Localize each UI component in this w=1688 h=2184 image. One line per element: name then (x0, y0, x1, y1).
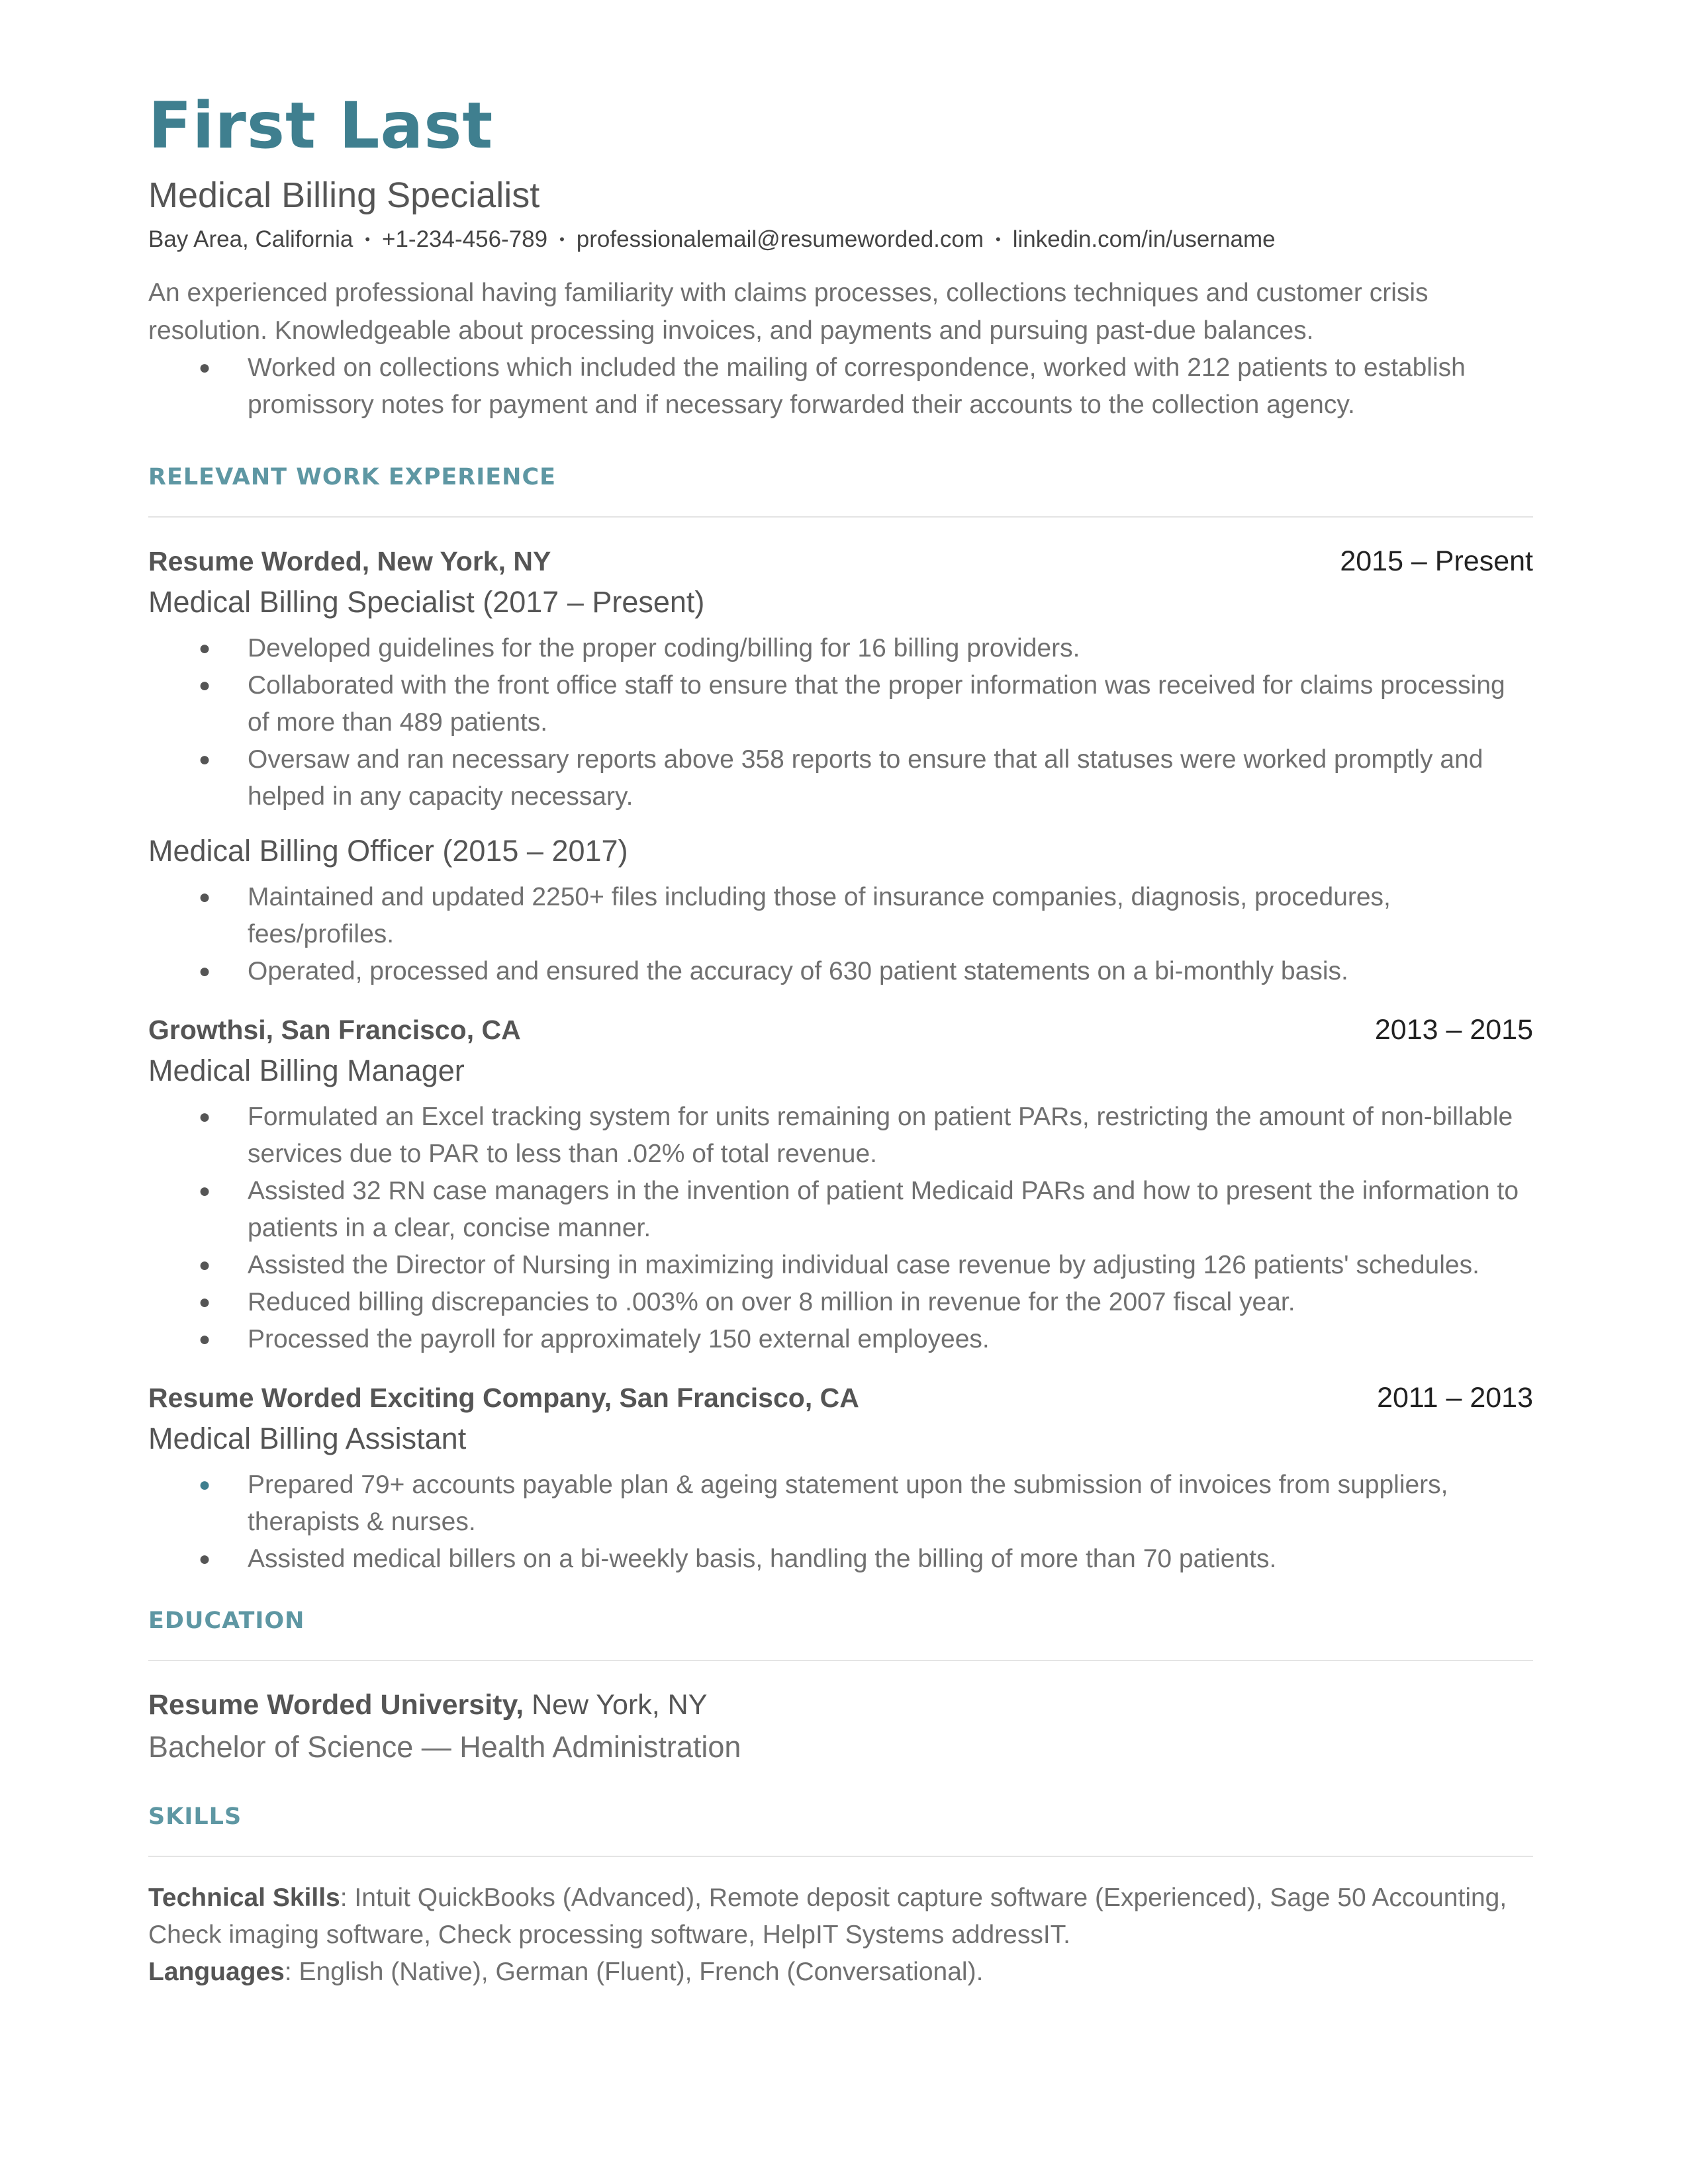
job-header (148, 1010, 1533, 1050)
list-item: ● Prepared 79+ accounts payable plan & ageing statement upon the submission of invoices from suppliers, therapists & nurses. (148, 1467, 1533, 1541)
section-heading-skills: SKILLS (148, 1803, 242, 1830)
list-item: ● Operated, processed and ensured the accuracy of 630 patient statements on a bi-monthly basis. (148, 953, 1533, 990)
job-company: Resume Worded, New York, NY (148, 546, 551, 576)
job-role: Medical Billing Specialist (2017 – Present) (148, 585, 705, 619)
list-item: ● Reduced billing discrepancies to .003% on over 8 million in revenue for the 2007 fiscal year. (148, 1284, 1533, 1321)
list-item: ● Assisted medical billers on a bi-weekly basis, handling the billing of more than 70 patients. (148, 1541, 1533, 1578)
technical-skills-label: Technical Skills (148, 1884, 340, 1912)
job-entry (148, 1010, 1533, 1358)
candidate-title: Medical Billing Specialist (148, 175, 540, 215)
contact-separator: • (996, 231, 1001, 248)
list-item: ● Formulated an Excel tracking system for units remaining on patient PARs, restricting the amount of non-billable services due to PAR to less than .02% of total revenue. (148, 1099, 1533, 1173)
education-school: Resume Worded University, (148, 1689, 524, 1721)
job-bullets (148, 1467, 1533, 1578)
job-dates: 2011 – 2013 (1377, 1382, 1533, 1414)
education-degree: Bachelor of Science — Health Administration (148, 1730, 741, 1764)
bullet-icon: ● (199, 1291, 211, 1313)
list-item: ● Assisted the Director of Nursing in maximizing individual case revenue by adjusting 126 patients' schedules. (148, 1247, 1533, 1284)
contact-email[interactable]: professionalemail@resumeworded.com (576, 226, 984, 252)
list-item: ● Developed guidelines for the proper coding/billing for 16 billing providers. (148, 630, 1533, 667)
job-dates: 2015 – Present (1340, 545, 1533, 577)
job-dates: 2013 – 2015 (1374, 1014, 1533, 1046)
contact-location: Bay Area, California (148, 226, 353, 252)
job-bullets (148, 879, 1533, 990)
section-divider (148, 516, 1533, 518)
list-item: ● Collaborated with the front office staff to ensure that the proper information was received for claims processing of more than 489 patients. (148, 667, 1533, 741)
contact-line (148, 218, 1533, 261)
education-school-line (148, 1684, 1533, 1726)
job-role: Medical Billing Manager (148, 1054, 465, 1087)
bullet-icon: ● (199, 637, 211, 659)
contact-phone: +1-234-456-789 (382, 226, 548, 252)
job-bullets (148, 1099, 1533, 1358)
job-entry (148, 1378, 1533, 1578)
job-company: Growthsi, San Francisco, CA (148, 1015, 521, 1045)
bullet-icon: ● (199, 960, 211, 982)
technical-skills (148, 1880, 1533, 1954)
section-divider (148, 1856, 1533, 1857)
languages-value: : English (Native), German (Fluent), French (Conversational). (284, 1958, 984, 1986)
job-header (148, 541, 1533, 581)
bullet-icon: ● (199, 1474, 211, 1496)
section-divider (148, 1660, 1533, 1661)
list-item: ● Processed the payroll for approximately 150 external employees. (148, 1321, 1533, 1358)
contact-linkedin[interactable]: linkedin.com/in/username (1012, 226, 1276, 252)
contact-separator: • (365, 231, 371, 248)
job-role: Medical Billing Assistant (148, 1422, 467, 1455)
bullet-icon: ● (199, 357, 211, 379)
bullet-icon: ● (199, 886, 211, 908)
list-item: ● Maintained and updated 2250+ files including those of insurance companies, diagnosis, procedures, fees/profiles. (148, 879, 1533, 953)
candidate-name: First Last (148, 89, 494, 163)
summary-bullets (148, 349, 1533, 424)
job-role: Medical Billing Officer (2015 – 2017) (148, 834, 628, 868)
languages-label: Languages (148, 1958, 285, 1986)
list-item: ● Assisted 32 RN case managers in the invention of patient Medicaid PARs and how to present the information to patients in a clear, concise manner. (148, 1173, 1533, 1247)
section-heading-experience: RELEVANT WORK EXPERIENCE (148, 464, 557, 490)
bullet-icon: ● (199, 1106, 211, 1128)
section-heading-education: EDUCATION (148, 1608, 305, 1634)
bullet-icon: ● (199, 1180, 211, 1202)
list-item: ● Worked on collections which included the mailing of correspondence, worked with 212 patients to establish promissory notes for payment and if necessary forwarded their accounts to the collection agency. (148, 349, 1533, 424)
contact-separator: • (559, 231, 565, 248)
job-entry (148, 541, 1533, 990)
bullet-icon: ● (199, 749, 211, 770)
technical-skills-value: : Intuit QuickBooks (Advanced), Remote deposit capture software (Experienced), Sage 50 Accounting, Check imaging software, Check processing software, HelpIT Systems addressIT. (148, 1884, 1507, 1949)
resume-content (148, 79, 1533, 1991)
education-location: New York, NY (524, 1689, 708, 1721)
languages (148, 1954, 1533, 1991)
bullet-icon: ● (199, 674, 211, 696)
bullet-icon: ● (199, 1328, 211, 1350)
job-company: Resume Worded Exciting Company, San Francisco, CA (148, 1383, 859, 1413)
job-header (148, 1378, 1533, 1418)
job-bullets (148, 630, 1533, 815)
summary-text: An experienced professional having familiarity with claims processes, collections techniques and customer crisis resolution. Knowledgeable about processing invoices, and payments and pursuing past-due balances. (148, 279, 1429, 345)
bullet-icon: ● (199, 1548, 211, 1570)
bullet-icon: ● (199, 1254, 211, 1276)
list-item: ● Oversaw and ran necessary reports above 358 reports to ensure that all statuses were worked promptly and helped in any capacity necessary. (148, 741, 1533, 815)
